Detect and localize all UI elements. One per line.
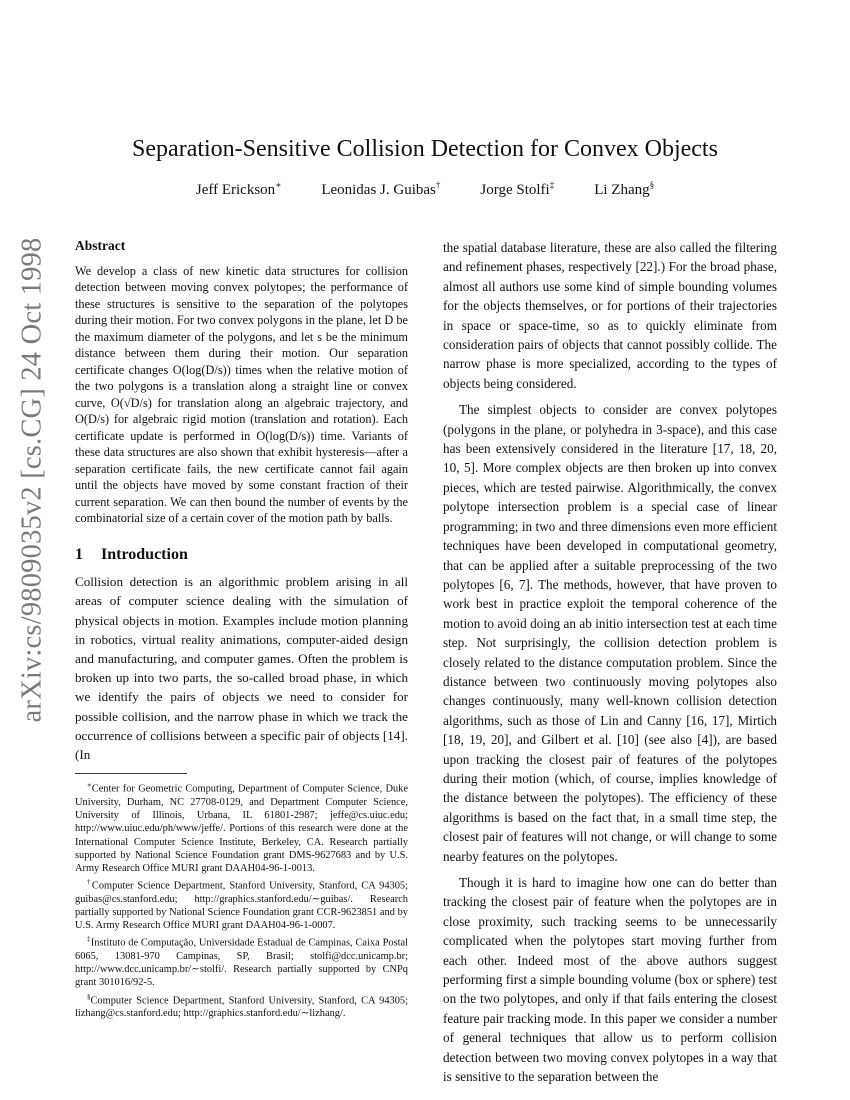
author: Jorge Stolfi‡: [480, 180, 555, 198]
footnotes: [75, 779, 408, 1020]
abstract-heading: Abstract: [75, 238, 126, 253]
author-footnote-mark: †: [435, 180, 441, 190]
body-paragraph: the spatial database literature, these are also called the filtering and refinement phases, respectively [22].) For the broad phase, almost all authors use some kind of simple bounding volumes for the objects themselves, or for portions of their trajectories in space or space-time, so as to quickly eliminate from consideration pairs of objects that cannot possibly collide. The narrow phase is more specialized, according to the types of objects being considered.: [443, 240, 777, 391]
footnote-rule: [75, 773, 187, 774]
footnote: ‡Instituto de Computação, Universidade Estadual de Campinas, Caixa Postal 6065, 13081-970 Campinas, SP, Brasil; stolfi@dcc.unicamp.br; http://www.dcc.unicamp.br/∼stolfi/. Research partially supported by CNPq grant 301016/92-5.: [75, 935, 408, 989]
footnote: †Computer Science Department, Stanford University, Stanford, CA 94305; guibas@cs.stanford.edu; http://graphics.stanford.edu/∼guibas/. Research partially supported by National Science Foundation grant CCR-9623851 and by U.S. Army Research Office MURI grant DAAH04-96-1-0007.: [75, 878, 408, 932]
author-list: [0, 180, 850, 199]
author-footnote-mark: ‡: [549, 180, 555, 190]
author: Leonidas J. Guibas†: [321, 180, 441, 198]
arxiv-sidebar-stamp: [6, 237, 58, 723]
footnote: §Computer Science Department, Stanford University, Stanford, CA 94305; lizhang@cs.stanford.edu; http://graphics.stanford.edu/∼lizhang/.: [75, 992, 408, 1020]
left-column: [75, 238, 408, 1022]
author: Jeff Erickson∗: [195, 180, 282, 198]
footnote-mark: †: [87, 878, 92, 887]
section-heading: [75, 547, 408, 564]
abstract-body: We develop a class of new kinetic data structures for collision detection between moving convex polytopes; the performance of these structures is sensitive to the separation of the polytopes during their motion. For two convex polygons in the plane, let D be the maximum diameter of the polygons, and let s be the minimum distance between them during their motion. Our separation certificate changes O(log(D/s)) times when the relative motion of the two polygons is a translation along a straight line or convex curve, O(√D/s) for translation along an algebraic trajectory, and O(D/s) for algebraic rigid motion (translation and rotation). Each certificate update is performed in O(log(D/s)) time. Variants of these data structures are also shown that exhibit hysteresis—after a separation certificate fails, the new certificate cannot fail again until the objects have moved by some constant fraction of their current separation. We can then bound the number of events by the combinatorial size of a certain cover of the motion path by balls.: [75, 263, 408, 526]
author: Li Zhang§: [594, 180, 655, 198]
body-paragraph: The simplest objects to consider are convex polytopes (polygons in the plane, or polyhedra in 3-space), and this case has been extensively considered in the literature [17, 18, 20, 10, 5]. More complex objects are then broken up into convex pieces, which are tested pairwise. Algorithmically, the convex polytope intersection problem is a special case of linear programming; in two and three dimensions even more efficient techniques have been developed in computational geometry, that can be applied after a suitable preprocessing of the two polytopes [6, 7]. The methods, however, that have proven to work best in practice exploit the temporal coherence of the motion to avoid doing an ab initio intersection test at each time step. Not surprisingly, the collision detection problem is closely related to the distance computation problem. Since the distance between two continuously moving polytopes also changes continuously, many well-known collision detection algorithms, such as those of Lin and Canny [16, 17], Mirtich [18, 19, 20], and Gilbert et al. [10] (see also [4]), are based upon tracking the closest pair of features of the polytopes during their motion (which, of course, implies knowledge of the distance between the polytopes). The efficiency of these algorithms is based on the fact that, in a small time step, the closest pair of features will not change, or will change to some nearby features on the polytopes.: [443, 402, 777, 864]
body-paragraph: Though it is hard to imagine how one can do better than tracking the closest pair of feature when the polytopes are in close proximity, such tracking seems to be unnecessarily complicated when the polytopes start moving further from each other. Indeed most of the above authors suggest performing first a simple bounding volume (box or sphere) test on the two polytopes, and only if that fails entering the closest feature pair tracking mode. In this paper we consider a number of general techniques that allow us to perform collision detection between two moving convex polytopes in a way that is sensitive to the separation between the: [443, 875, 777, 1085]
right-column: [443, 238, 777, 1086]
paper-title: Separation-Sensitive Collision Detection for Convex Objects: [132, 136, 718, 162]
author-footnote-mark: ∗: [275, 180, 282, 190]
footnote-mark: ∗: [87, 781, 92, 790]
footnote-mark: ‡: [87, 935, 91, 944]
introduction-paragraph: Collision detection is an algorithmic problem arising in all areas of computer science dealing with the simulation of physical objects in motion. Examples include motion planning in robotics, virtual reality animations, computer-aided design and manufacturing, and computer games. Often the problem is broken up into two parts, the so-called broad phase, in which we identify the pairs of objects we need to consider for possible collision, and the narrow phase in which we track the occurrence of collisions between a specific pair of objects [14]. (In: [75, 574, 408, 763]
footnote: ∗Center for Geometric Computing, Department of Computer Science, Duke University, Durham, NC 27708-0129, and Department Computer Science, University of Illinois, Urbana, IL 61801-2987; jeffe@cs.uiuc.edu; http://www.uiuc.edu/ph/www/jeffe/. Portions of this research were done at the International Computer Science Institute, Berkeley, CA. Research partially supported by National Science Foundation grant DMS-9627683 and by U.S. Army Research Office MURI grant DAAH04-96-1-0013.: [75, 781, 408, 874]
section-number: 1: [75, 545, 83, 563]
author-footnote-mark: §: [649, 180, 655, 190]
arxiv-identifier: arXiv:cs/9809035v2 [cs.CG] 24 Oct 1998: [16, 237, 47, 723]
section-title: Introduction: [101, 545, 188, 563]
footnote-mark: §: [87, 992, 91, 1001]
